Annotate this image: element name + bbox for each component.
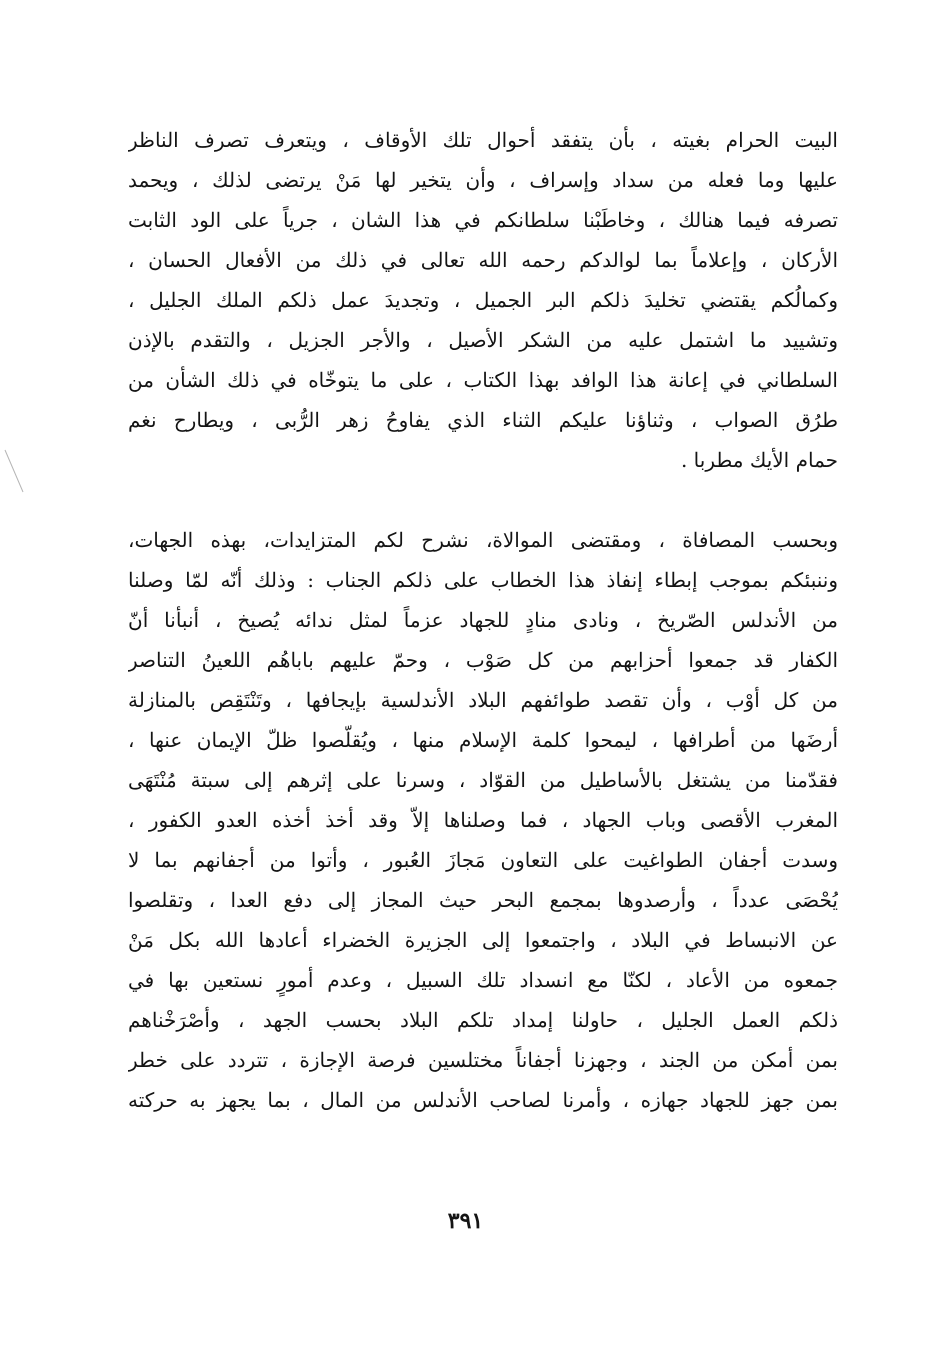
paragraph-2	[128, 520, 838, 1120]
text-line: وبحسب المصافاة ، ومقتضى الموالاة، نشرح لكم المتزايدات، بهذه الجهات،	[128, 528, 838, 552]
page-number: ٣٩١	[447, 1208, 484, 1234]
text-line: من الأندلس الصّريخ ، ونادى منادٍ للجهاد عزماً لمثل ندائه يُصيخ ، أنبأنا أنّ	[128, 608, 838, 632]
text-line: وننبئكم بموجب إبطاء إنفاذ هذا الخطاب على ذلكم الجناب : وذلك أنّه لمّا وصلنا	[128, 568, 838, 592]
text-line: من كل أوْب ، وأن تقصد طوائفهم البلاد الأندلسية بإيجافها ، وتَنْتَقِص بالمنازلة	[128, 688, 838, 712]
scan-edge-mark	[3, 448, 25, 494]
text-line: وكمالُكم يقتضي تخليدَ ذلكم البر الجميل ، وتجديدَ عمل ذلكم الملك الجليل ،	[128, 288, 838, 312]
text-line: طرُق الصواب ، وثناؤنا عليكم الثناء الذي يفاوحُ زهر الرُّبى ، ويطارح نغم	[128, 408, 838, 432]
text-line: عن الانبساط في البلاد ، واجتمعوا إلى الجزيرة الخضراء أعادها الله بكل مَنْ	[128, 928, 838, 952]
text-line: أرضَها من أطرافها ، ليمحوا كلمة الإسلام منها ، ويُقلّصوا ظلّ الإيمان عنها ،	[128, 728, 838, 752]
text-line: يُحْصَى عدداً ، وأرصدوها بمجمع البحر حيث المجاز إلى دفع العدا ، وتقلصوا	[128, 888, 838, 912]
text-line: وتشييد ما اشتمل عليه من الشكر الأصيل ، والأجر الجزيل ، والتقدم بالإذن	[128, 328, 838, 352]
text-line: ذلكم العمل الجليل ، حاولنا إمداد تلكم البلاد بحسب الجهد ، وأصْرَخْناهم	[128, 1008, 838, 1032]
text-line: البيت الحرام بغيته ، بأن يتفقد أحوال تلك الأوقاف ، ويتعرف تصرف الناظر	[128, 128, 838, 152]
text-line: حمام الأيك مطربا .	[680, 448, 838, 472]
text-line: جمعوه من الأعاد ، لكنّا مع انسداد تلك السبيل ، وعدم أمورٍ نستعين بها في	[128, 968, 838, 992]
text-line: بمن أمكن من الجند ، وجهزنا أجفاناً مختلسين فرصة الإجازة ، تتردد على خطر	[128, 1048, 838, 1072]
text-line: وسدت أجفان الطواغيت على التعاون مَجازَ العُبور ، وأتوا من أجفانهم بما لا	[128, 848, 838, 872]
text-line: فقدّمنا من يشتغل بالأساطيل من القوّاد ، وسرنا على إثرهم إلى سبتة مُنْتَهَى	[128, 768, 838, 792]
text-line: الأركان ، وإعلاماً بما لوالدكم رحمه الله تعالى في ذلك من الأفعال الحسان ،	[128, 248, 838, 272]
text-line: عليها وما فعله من سداد وإسراف ، وأن يتخير لها مَنْ يرتضى لذلك ، ويحمد	[128, 168, 838, 192]
paragraph-1	[128, 120, 838, 480]
text-line: تصرفه فيما هنالك ، وخاطَبْنا سلطانكم في هذا الشان ، جرياً على الود الثابت	[128, 208, 838, 232]
text-line: المغرب الأقصى وباب الجهاد ، فما وصلناها إلاّ وقد أخذ أخذه العدو الكفور ،	[128, 808, 838, 832]
text-line: الكفار قد جمعوا أحزابهم من كل صَوْب ، وحمّ عليهم باباهُم اللعينُ التناصر	[128, 648, 838, 672]
text-line: السلطاني في إعانة هذا الوافد بهذا الكتاب ، على ما يتوخّاه في ذلك الشأن من	[128, 368, 838, 392]
text-line: بمن جهز للجهاد جهازه ، وأمرنا لصاحب الأندلس من المال ، بما يجهز به حركته	[128, 1088, 838, 1112]
